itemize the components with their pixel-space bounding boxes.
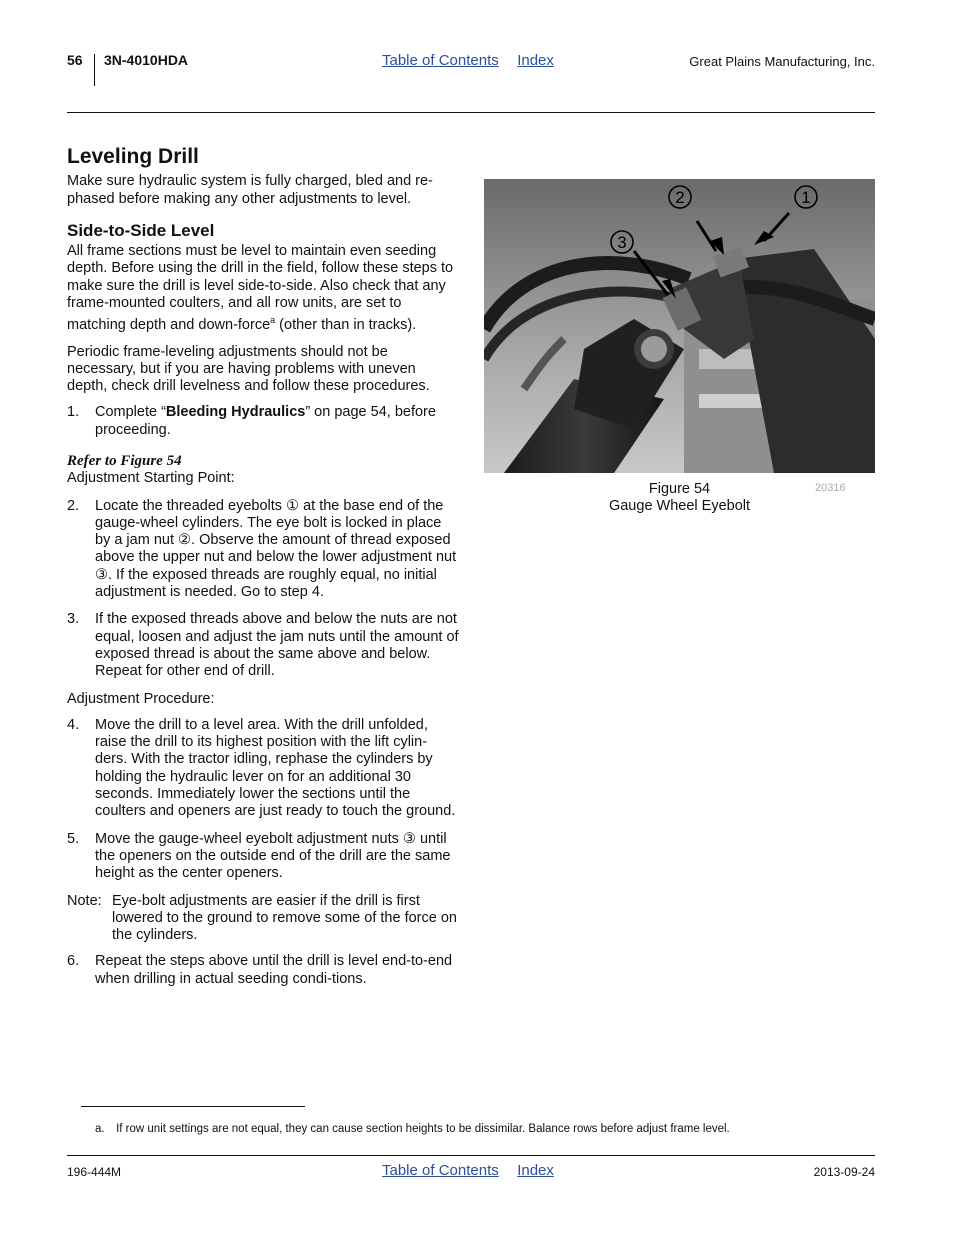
image-number: 20316 <box>815 482 846 494</box>
paragraph-2: Periodic frame-leveling adjustments should not be necessary, but if you are having problems with uneven depth, check drill levelness and follow these procedures. <box>67 343 430 395</box>
index-link[interactable]: Index <box>517 52 554 69</box>
step-1: 1. Complete “Bleeding Hydraulics” on page 54, before proceeding. <box>67 404 436 438</box>
step-2: 2. Locate the threaded eyebolts ① at the base end of the gauge-wheel cylinders. The eye bolt is locked in place by a jam nut ②. Observe the amount of thread exposed above the upper nut and below the lower adjustment nut ③. If the exposed threads are roughly equal, no initial adjustment is needed. Go to step 4. <box>67 497 457 601</box>
figure-number: Figure 54 <box>648 481 711 497</box>
header-divider <box>94 54 95 86</box>
svg-text:3: 3 <box>617 233 627 252</box>
paragraph-1: All frame sections must be level to maintain even seeding depth. Before using the drill in the field, follow these steps to make sure the drill is level side-to-side. Also check that any frame-mounted coulters, and all row units, are set to matching depth and down-force$^a$ (other than in tracks). <box>67 243 454 334</box>
figure-title: Gauge Wheel Eyebolt <box>608 498 751 514</box>
footnote-marker[interactable]: a <box>270 315 276 326</box>
header-links <box>382 52 568 70</box>
section-title: Leveling Drill <box>67 145 199 168</box>
step-5: 5. Move the gauge-wheel eyebolt adjustment nuts ③ until the openers on the outside end of the drill are the same height as the center openers. <box>67 830 451 882</box>
step-4: 4. Move the drill to a level area. With the drill unfolded, raise the drill to its highest position with the lift cylin-ders. With the tractor idling, rephase the cylinders by holding the hydraulic lever on for an additional 30 seconds. Immediately lower the sections until the coulters and openers are just ready to touch the ground. <box>67 716 456 820</box>
note <box>67 893 459 945</box>
note-text: Eye-bolt adjustments are easier if the drill is first lowered to the ground to remove some of the force on the cylinders. <box>112 892 457 944</box>
procedure-label: Adjustment Procedure: <box>67 690 215 707</box>
step-3: 3. If the exposed threads above and below the nuts are not equal, loosen and adjust the jam nuts until the amount of exposed thread is about the same above and below. Repeat for other end of drill. <box>67 611 459 680</box>
company-name: Great Plains Manufacturing, Inc. <box>689 54 875 69</box>
subsection-title: Side-to-Side Level <box>67 220 215 240</box>
footer-toc-link[interactable]: Table of Contents <box>382 1162 499 1179</box>
gauge-wheel-eyebolt-image <box>484 179 875 473</box>
svg-text:2: 2 <box>675 188 685 207</box>
starting-point-label: Adjustment Starting Point: <box>67 470 235 487</box>
doc-number: 196-444M <box>67 1165 122 1179</box>
footnote: a. If row unit settings are not equal, they can cause section heights to be dissimilar. Balance rows before adjust frame level. <box>95 1123 730 1135</box>
figure-reference: Refer to Figure 54 <box>67 452 182 469</box>
footer-links <box>382 1162 568 1180</box>
page-header <box>67 52 875 88</box>
page-footer <box>67 1162 875 1186</box>
footer-rule <box>67 1155 875 1156</box>
header-rule <box>67 112 875 113</box>
footer-index-link[interactable]: Index <box>517 1162 554 1179</box>
bleeding-hydraulics-link[interactable]: Bleeding Hydraulics <box>165 404 306 421</box>
toc-link[interactable]: Table of Contents <box>382 52 499 69</box>
publish-date: 2013-09-24 <box>813 1165 875 1179</box>
note-label: Note: <box>67 892 102 909</box>
step-6: 6. Repeat the steps above until the drill is level end-to-end when drilling in actual seeding condi-tions. <box>67 953 453 987</box>
intro-paragraph: Make sure hydraulic system is fully charged, bled and re-phased before making any other adjustments to level. <box>67 173 433 207</box>
svg-text:1: 1 <box>801 188 811 207</box>
page-number: 56 <box>67 52 83 68</box>
footnote-rule <box>81 1106 305 1107</box>
figure-photo <box>484 179 875 473</box>
main-column <box>67 145 459 998</box>
model-name: 3N-4010HDA <box>104 52 189 68</box>
